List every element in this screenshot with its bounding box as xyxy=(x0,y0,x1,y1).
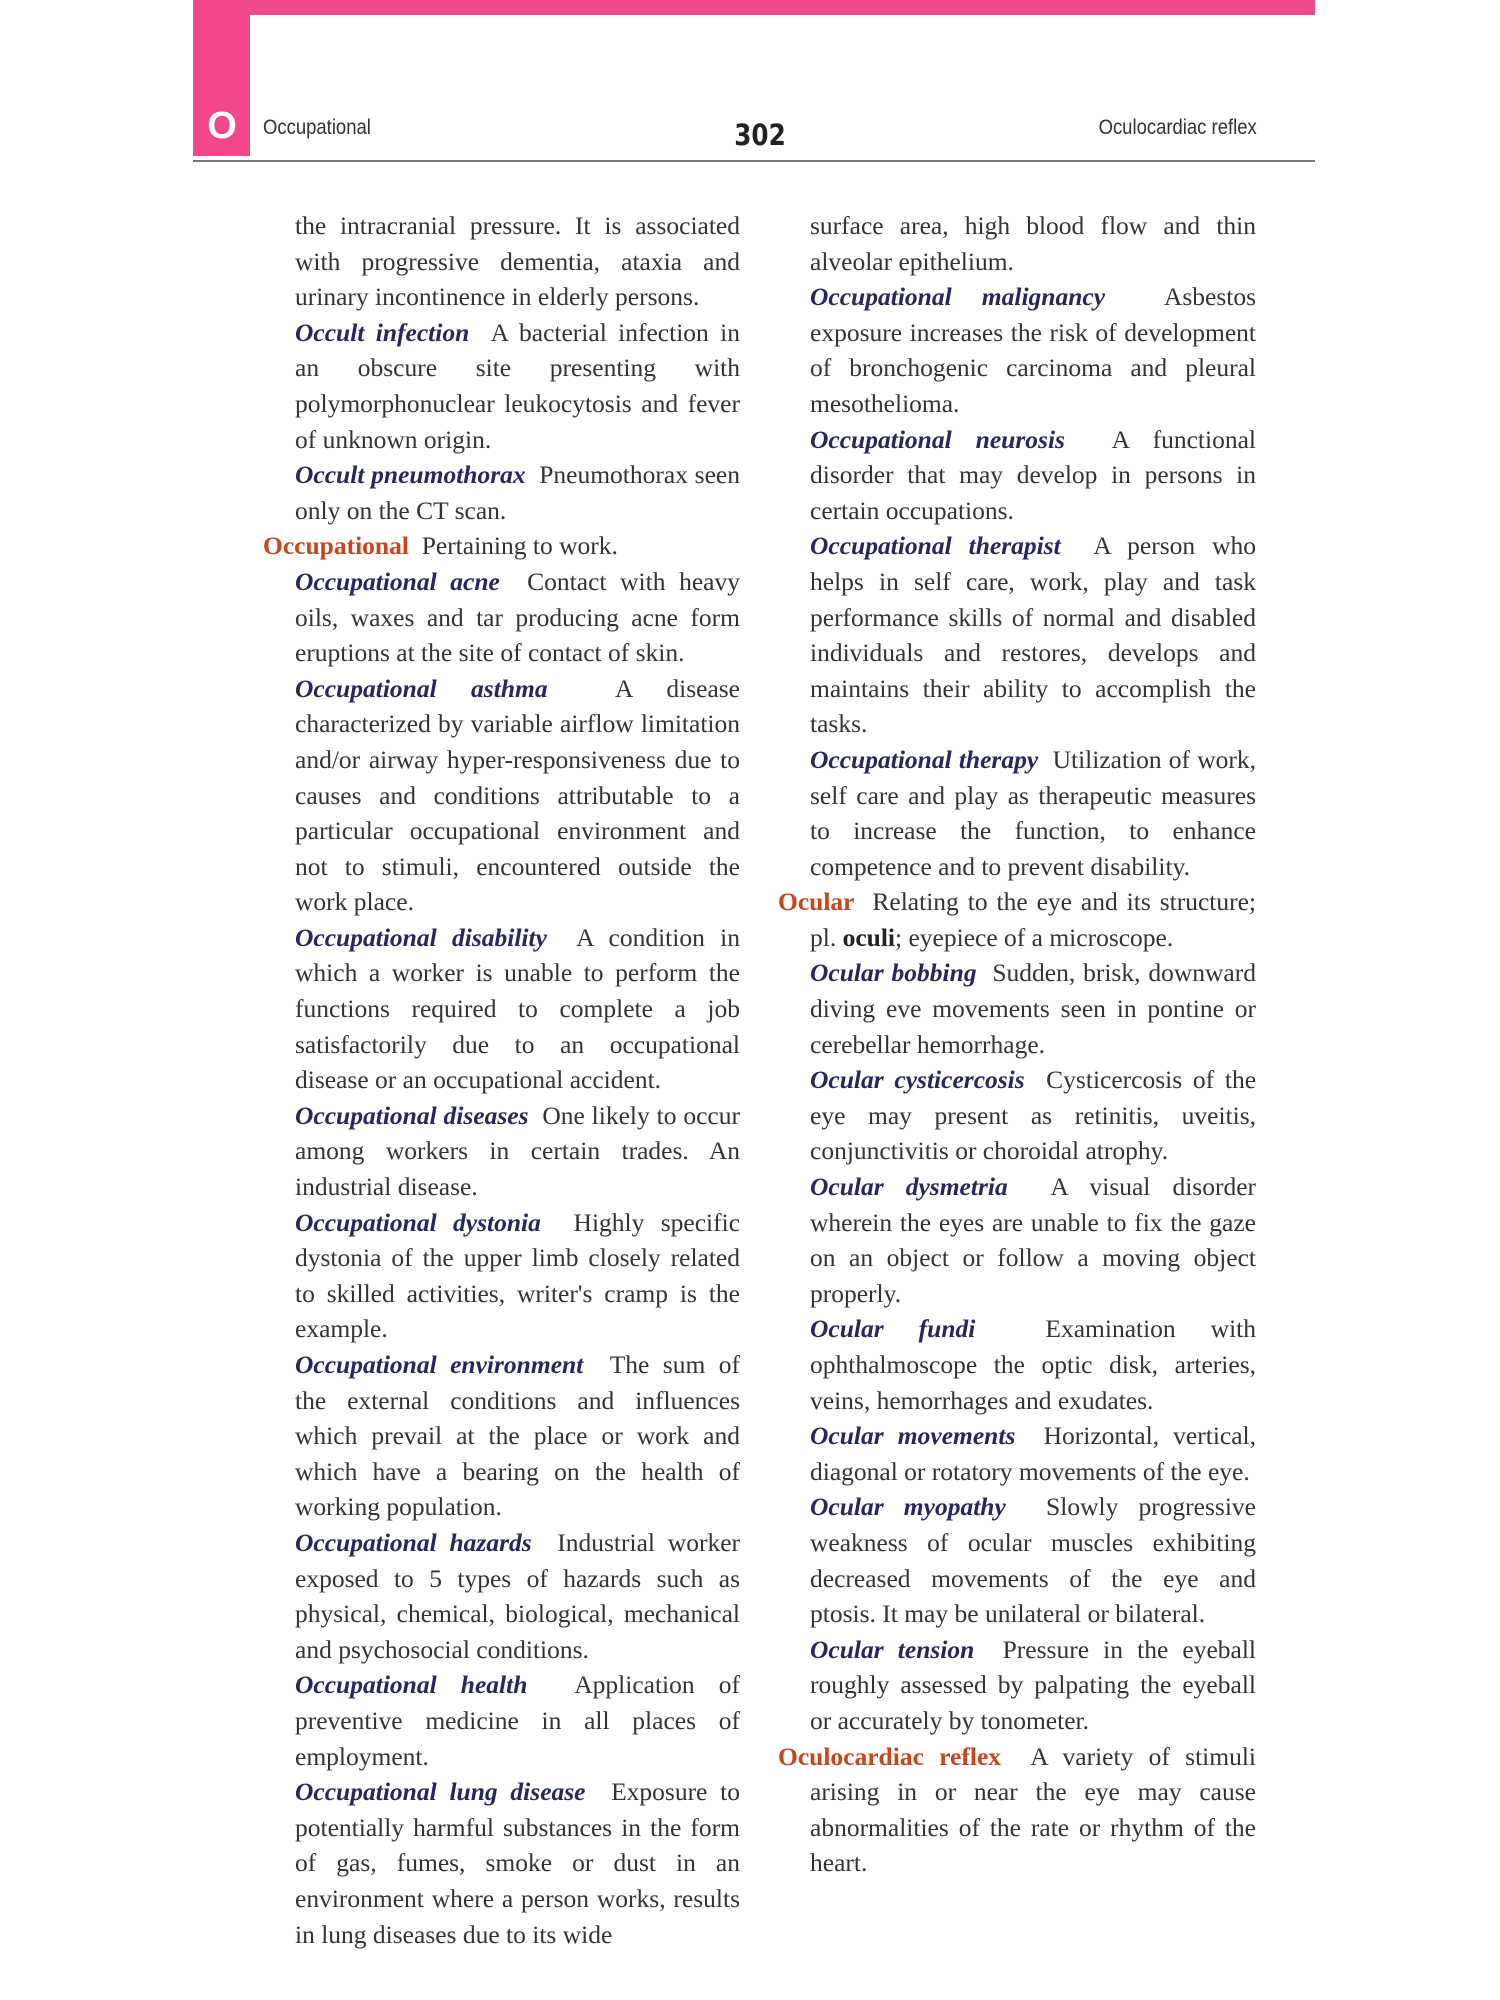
entry-definition: One likely to occur among workers in certain trades. An industrial disease. xyxy=(295,1100,740,1202)
entry-term: Ocular cysticercosis xyxy=(810,1065,1025,1095)
entry-term: Occupational asthma xyxy=(295,673,548,703)
sub-entry xyxy=(778,279,1256,421)
entry-term: Ocular xyxy=(778,887,855,917)
right-guide-word: Oculocardiac reflex xyxy=(1098,116,1257,139)
sub-entry xyxy=(778,422,1256,529)
entry-definition-cont: ; eyepiece of a microscope. xyxy=(895,922,1174,952)
main-entry xyxy=(263,528,740,564)
entry-definition: A disease characterized by variable airflow limitation and/or airway hyper-responsiveness due to causes and conditions attributable to a particular occupational environment and not to stimuli, encountered outside the work place. xyxy=(295,673,740,917)
sub-entry xyxy=(778,955,1256,1062)
left-guide-word: Occupational xyxy=(263,116,371,139)
entry-definition: The sum of the external conditions and influences which prevail at the place or work and which have a bearing on the health of working population. xyxy=(295,1350,740,1522)
entry-definition: Horizontal, vertical, diagonal or rotatory movements of the eye. xyxy=(810,1421,1256,1486)
entry-term: Occupational health xyxy=(295,1670,528,1700)
entry-term: Occupational malignancy xyxy=(810,282,1106,312)
entry-definition: Pneumothorax seen only on the CT scan. xyxy=(295,460,740,525)
entry-continuation xyxy=(263,208,740,315)
entry-definition: Exposure to potentially harmful substances in the form of gas, fumes, smoke or dust in an environment where a person works, results in lung diseases due to its wide xyxy=(295,1777,740,1949)
entry-term: Occupational therapist xyxy=(810,531,1061,561)
entry-definition: Asbestos exposure increases the risk of development of bronchogenic carcinoma and pleural mesothelioma. xyxy=(810,282,1256,418)
header-rule xyxy=(193,160,1315,162)
sub-entry xyxy=(263,920,740,1098)
entry-term: Occupational neurosis xyxy=(810,424,1065,454)
entry-definition: A variety of stimuli arising in or near the eye may cause abnormalities of the rate or rhythm of the heart. xyxy=(810,1741,1256,1878)
sub-entry xyxy=(263,457,740,528)
entry-definition: Relating to the eye and its structure; pl. xyxy=(810,887,1257,952)
entry-term: Ocular fundi xyxy=(810,1314,976,1344)
sub-entry xyxy=(263,1667,740,1774)
entry-bold-word: oculi xyxy=(842,922,896,952)
entry-term: Occupational hazards xyxy=(295,1527,532,1557)
entry-term: Occupational disability xyxy=(295,922,547,952)
sub-entry xyxy=(263,1347,740,1525)
sub-entry xyxy=(263,1525,740,1667)
left-column xyxy=(263,208,740,1952)
sub-entry xyxy=(263,315,740,457)
entry-definition: Utilization of work, self care and play as therapeutic measures to increase the function, to enhance competence and to prevent disability. xyxy=(810,744,1257,881)
entry-definition: Pertaining to work. xyxy=(421,531,618,561)
main-entry xyxy=(778,1739,1256,1881)
entry-definition: Highly specific dystonia of the upper limb closely related to skilled activities, writer's cramp is the example. xyxy=(295,1207,741,1344)
entry-term: Occult infection xyxy=(295,317,470,347)
entry-term: Occupational lung disease xyxy=(295,1777,586,1807)
sub-entry xyxy=(263,1774,740,1952)
entry-definition: the intracranial pressure. It is associated with progressive dementia, ataxia and urinary incontinence in elderly persons. xyxy=(295,211,740,312)
entry-definition: Contact with heavy oils, waxes and tar producing acne form eruptions at the site of contact of skin. xyxy=(295,566,740,668)
page-number: 302 xyxy=(734,118,786,152)
entry-definition: surface area, high blood flow and thin alveolar epithelium. xyxy=(810,211,1256,276)
entry-term: Occupational xyxy=(263,531,409,561)
entry-continuation xyxy=(778,208,1256,279)
entry-term: Ocular tension xyxy=(810,1634,975,1664)
section-letter: O xyxy=(207,105,237,147)
entry-term: Oculocardiac reflex xyxy=(778,1741,1002,1771)
sub-entry xyxy=(778,742,1256,884)
sub-entry xyxy=(778,1489,1256,1631)
main-entry xyxy=(778,884,1256,955)
sub-entry xyxy=(263,671,740,920)
sub-entry xyxy=(778,528,1256,742)
entry-definition: Slowly progressive weakness of ocular muscles exhibiting decreased movements of the eye and ptosis. It may be unilateral or bilateral. xyxy=(810,1492,1256,1629)
sub-entry xyxy=(263,1098,740,1205)
entry-term: Occupational environment xyxy=(295,1350,584,1379)
entry-term: Ocular bobbing xyxy=(810,958,977,988)
entry-definition: Cysticercosis of the eye may present as retinitis, uveitis, conjunctivitis or choroidal atrophy. xyxy=(810,1065,1257,1166)
right-column xyxy=(778,208,1256,1881)
entry-term: Ocular movements xyxy=(810,1421,1016,1451)
entry-definition: Examination with ophthalmoscope the optic disk, arteries, veins, hemorrhages and exudates. xyxy=(810,1314,1257,1415)
entry-definition: A bacterial infection in an obscure site presenting with polymorphonuclear leukocytosis and fever of unknown origin. xyxy=(295,317,740,454)
entry-definition: Pressure in the eyeball roughly assessed by palpating the eyeball or accurately by tonometer. xyxy=(810,1634,1257,1735)
sub-entry xyxy=(778,1062,1256,1169)
sub-entry xyxy=(263,564,740,671)
entry-term: Occupational acne xyxy=(295,566,500,596)
entry-term: Ocular dysmetria xyxy=(810,1172,1008,1202)
entry-term: Occupational therapy xyxy=(810,744,1039,774)
entry-definition: Sudden, brisk, downward diving eve movements seen in pontine or cerebellar hemorrhage. xyxy=(810,958,1256,1059)
sub-entry xyxy=(778,1169,1256,1311)
entry-definition: A condition in which a worker is unable to perform the functions required to complete a job satisfactorily due to an occupational disease or an occupational accident. xyxy=(295,922,740,1095)
pink-top-bar xyxy=(193,0,1315,15)
sub-entry xyxy=(263,1205,740,1347)
entry-term: Occupational diseases xyxy=(295,1100,529,1130)
entry-definition: Application of preventive medicine in all places of employment. xyxy=(295,1670,741,1771)
entry-term: Occult pneumothorax xyxy=(295,460,526,490)
entry-definition: A functional disorder that may develop in persons in certain occupations. xyxy=(810,424,1256,525)
sub-entry xyxy=(778,1418,1256,1489)
entry-term: Ocular myopathy xyxy=(810,1492,1006,1522)
sub-entry xyxy=(778,1311,1256,1418)
entry-definition: A visual disorder wherein the eyes are unable to fix the gaze on an object or follow a moving object properly. xyxy=(810,1172,1257,1308)
entry-term: Occupational dystonia xyxy=(295,1207,541,1237)
entry-definition: A person who helps in self care, work, play and task performance skills of normal and disabled individuals and restores, develops and maintains their ability to accomplish the tasks. xyxy=(810,531,1256,739)
entry-definition: Industrial worker exposed to 5 types of hazards such as physical, chemical, biological, mechanical and psychosocial conditions. xyxy=(295,1527,741,1664)
sub-entry xyxy=(778,1632,1256,1739)
